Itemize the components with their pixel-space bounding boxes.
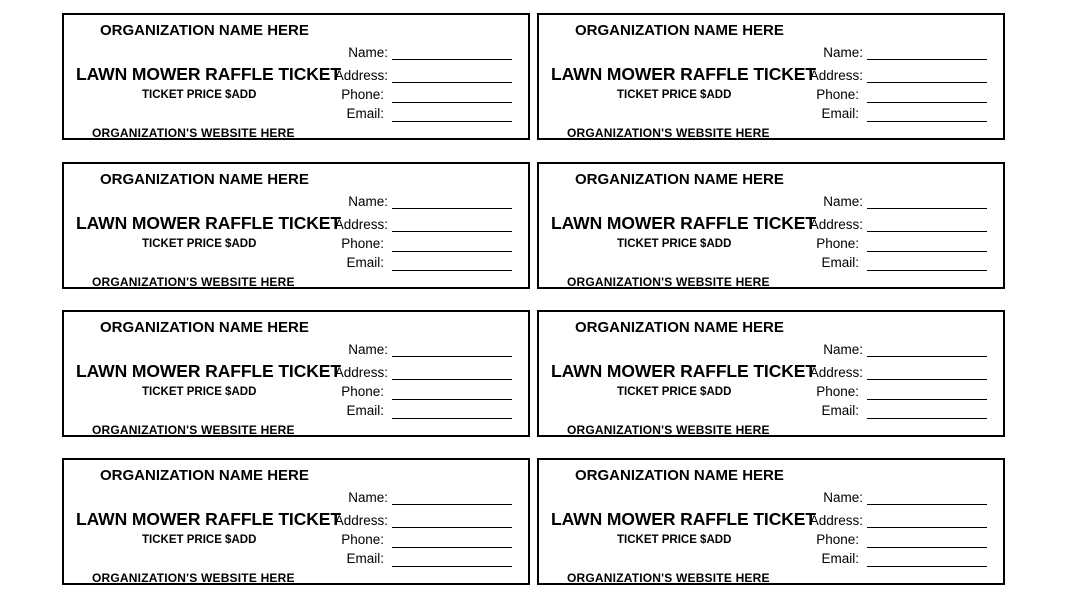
phone-label: Phone:: [816, 384, 859, 399]
email-field-line: [867, 566, 987, 567]
name-field-line: [392, 504, 512, 505]
organization-name: ORGANIZATION NAME HERE: [575, 171, 784, 188]
address-label: Address:: [809, 365, 863, 380]
ticket-price: TICKET PRICE $ADD: [617, 386, 732, 398]
name-label: Name:: [348, 490, 388, 505]
address-field-line: [392, 379, 512, 380]
phone-label: Phone:: [341, 384, 384, 399]
name-label: Name:: [823, 194, 863, 209]
raffle-ticket-r3-c1: [62, 310, 530, 437]
phone-label: Phone:: [341, 532, 384, 547]
email-field-line: [867, 418, 987, 419]
address-label: Address:: [809, 513, 863, 528]
phone-label: Phone:: [341, 87, 384, 102]
email-label: Email:: [346, 255, 384, 270]
organization-name: ORGANIZATION NAME HERE: [100, 22, 309, 39]
raffle-ticket-r2-c2: [537, 162, 1005, 289]
organization-name: ORGANIZATION NAME HERE: [100, 467, 309, 484]
address-field-line: [392, 231, 512, 232]
name-field-line: [867, 208, 987, 209]
phone-field-line: [867, 102, 987, 103]
organization-website: ORGANIZATION'S WEBSITE HERE: [567, 571, 770, 585]
phone-label: Phone:: [341, 236, 384, 251]
ticket-price: TICKET PRICE $ADD: [617, 534, 732, 546]
raffle-ticket-r3-c2: [537, 310, 1005, 437]
ticket-title: LAWN MOWER RAFFLE TICKET: [551, 361, 816, 381]
name-label: Name:: [823, 45, 863, 60]
ticket-title: LAWN MOWER RAFFLE TICKET: [76, 213, 341, 233]
email-label: Email:: [346, 403, 384, 418]
name-field-line: [867, 356, 987, 357]
name-field-line: [392, 59, 512, 60]
raffle-ticket-r4-c2: [537, 458, 1005, 585]
name-field-line: [392, 208, 512, 209]
ticket-price: TICKET PRICE $ADD: [617, 238, 732, 250]
phone-label: Phone:: [816, 236, 859, 251]
organization-name: ORGANIZATION NAME HERE: [100, 171, 309, 188]
name-field-line: [392, 356, 512, 357]
email-field-line: [392, 566, 512, 567]
address-field-line: [867, 82, 987, 83]
name-label: Name:: [348, 45, 388, 60]
organization-website: ORGANIZATION'S WEBSITE HERE: [92, 571, 295, 585]
email-label: Email:: [346, 551, 384, 566]
ticket-price: TICKET PRICE $ADD: [142, 238, 257, 250]
phone-field-line: [867, 399, 987, 400]
email-label: Email:: [821, 403, 859, 418]
ticket-price: TICKET PRICE $ADD: [617, 89, 732, 101]
address-field-line: [867, 527, 987, 528]
phone-field-line: [392, 102, 512, 103]
raffle-ticket-r1-c1: [62, 13, 530, 140]
organization-name: ORGANIZATION NAME HERE: [100, 319, 309, 336]
raffle-ticket-r1-c2: [537, 13, 1005, 140]
phone-label: Phone:: [816, 87, 859, 102]
organization-website: ORGANIZATION'S WEBSITE HERE: [567, 423, 770, 437]
ticket-title: LAWN MOWER RAFFLE TICKET: [551, 213, 816, 233]
phone-field-line: [867, 547, 987, 548]
phone-label: Phone:: [816, 532, 859, 547]
address-label: Address:: [809, 68, 863, 83]
email-field-line: [867, 121, 987, 122]
ticket-title: LAWN MOWER RAFFLE TICKET: [76, 361, 341, 381]
phone-field-line: [392, 399, 512, 400]
phone-field-line: [392, 547, 512, 548]
organization-name: ORGANIZATION NAME HERE: [575, 22, 784, 39]
name-label: Name:: [823, 490, 863, 505]
ticket-title: LAWN MOWER RAFFLE TICKET: [76, 509, 341, 529]
organization-website: ORGANIZATION'S WEBSITE HERE: [92, 126, 295, 140]
organization-website: ORGANIZATION'S WEBSITE HERE: [567, 275, 770, 289]
email-field-line: [392, 121, 512, 122]
organization-website: ORGANIZATION'S WEBSITE HERE: [92, 275, 295, 289]
address-label: Address:: [334, 68, 388, 83]
name-label: Name:: [348, 342, 388, 357]
ticket-title: LAWN MOWER RAFFLE TICKET: [551, 64, 816, 84]
raffle-ticket-r4-c1: [62, 458, 530, 585]
ticket-price: TICKET PRICE $ADD: [142, 89, 257, 101]
phone-field-line: [392, 251, 512, 252]
phone-field-line: [867, 251, 987, 252]
organization-website: ORGANIZATION'S WEBSITE HERE: [567, 126, 770, 140]
address-field-line: [392, 82, 512, 83]
organization-website: ORGANIZATION'S WEBSITE HERE: [92, 423, 295, 437]
address-label: Address:: [334, 365, 388, 380]
email-field-line: [867, 270, 987, 271]
organization-name: ORGANIZATION NAME HERE: [575, 467, 784, 484]
name-label: Name:: [348, 194, 388, 209]
address-field-line: [392, 527, 512, 528]
address-label: Address:: [809, 217, 863, 232]
email-label: Email:: [821, 255, 859, 270]
email-label: Email:: [346, 106, 384, 121]
ticket-price: TICKET PRICE $ADD: [142, 386, 257, 398]
name-field-line: [867, 59, 987, 60]
address-field-line: [867, 379, 987, 380]
organization-name: ORGANIZATION NAME HERE: [575, 319, 784, 336]
name-field-line: [867, 504, 987, 505]
ticket-price: TICKET PRICE $ADD: [142, 534, 257, 546]
email-field-line: [392, 270, 512, 271]
raffle-ticket-r2-c1: [62, 162, 530, 289]
email-label: Email:: [821, 551, 859, 566]
address-label: Address:: [334, 513, 388, 528]
email-label: Email:: [821, 106, 859, 121]
ticket-title: LAWN MOWER RAFFLE TICKET: [551, 509, 816, 529]
address-label: Address:: [334, 217, 388, 232]
ticket-title: LAWN MOWER RAFFLE TICKET: [76, 64, 341, 84]
address-field-line: [867, 231, 987, 232]
email-field-line: [392, 418, 512, 419]
name-label: Name:: [823, 342, 863, 357]
